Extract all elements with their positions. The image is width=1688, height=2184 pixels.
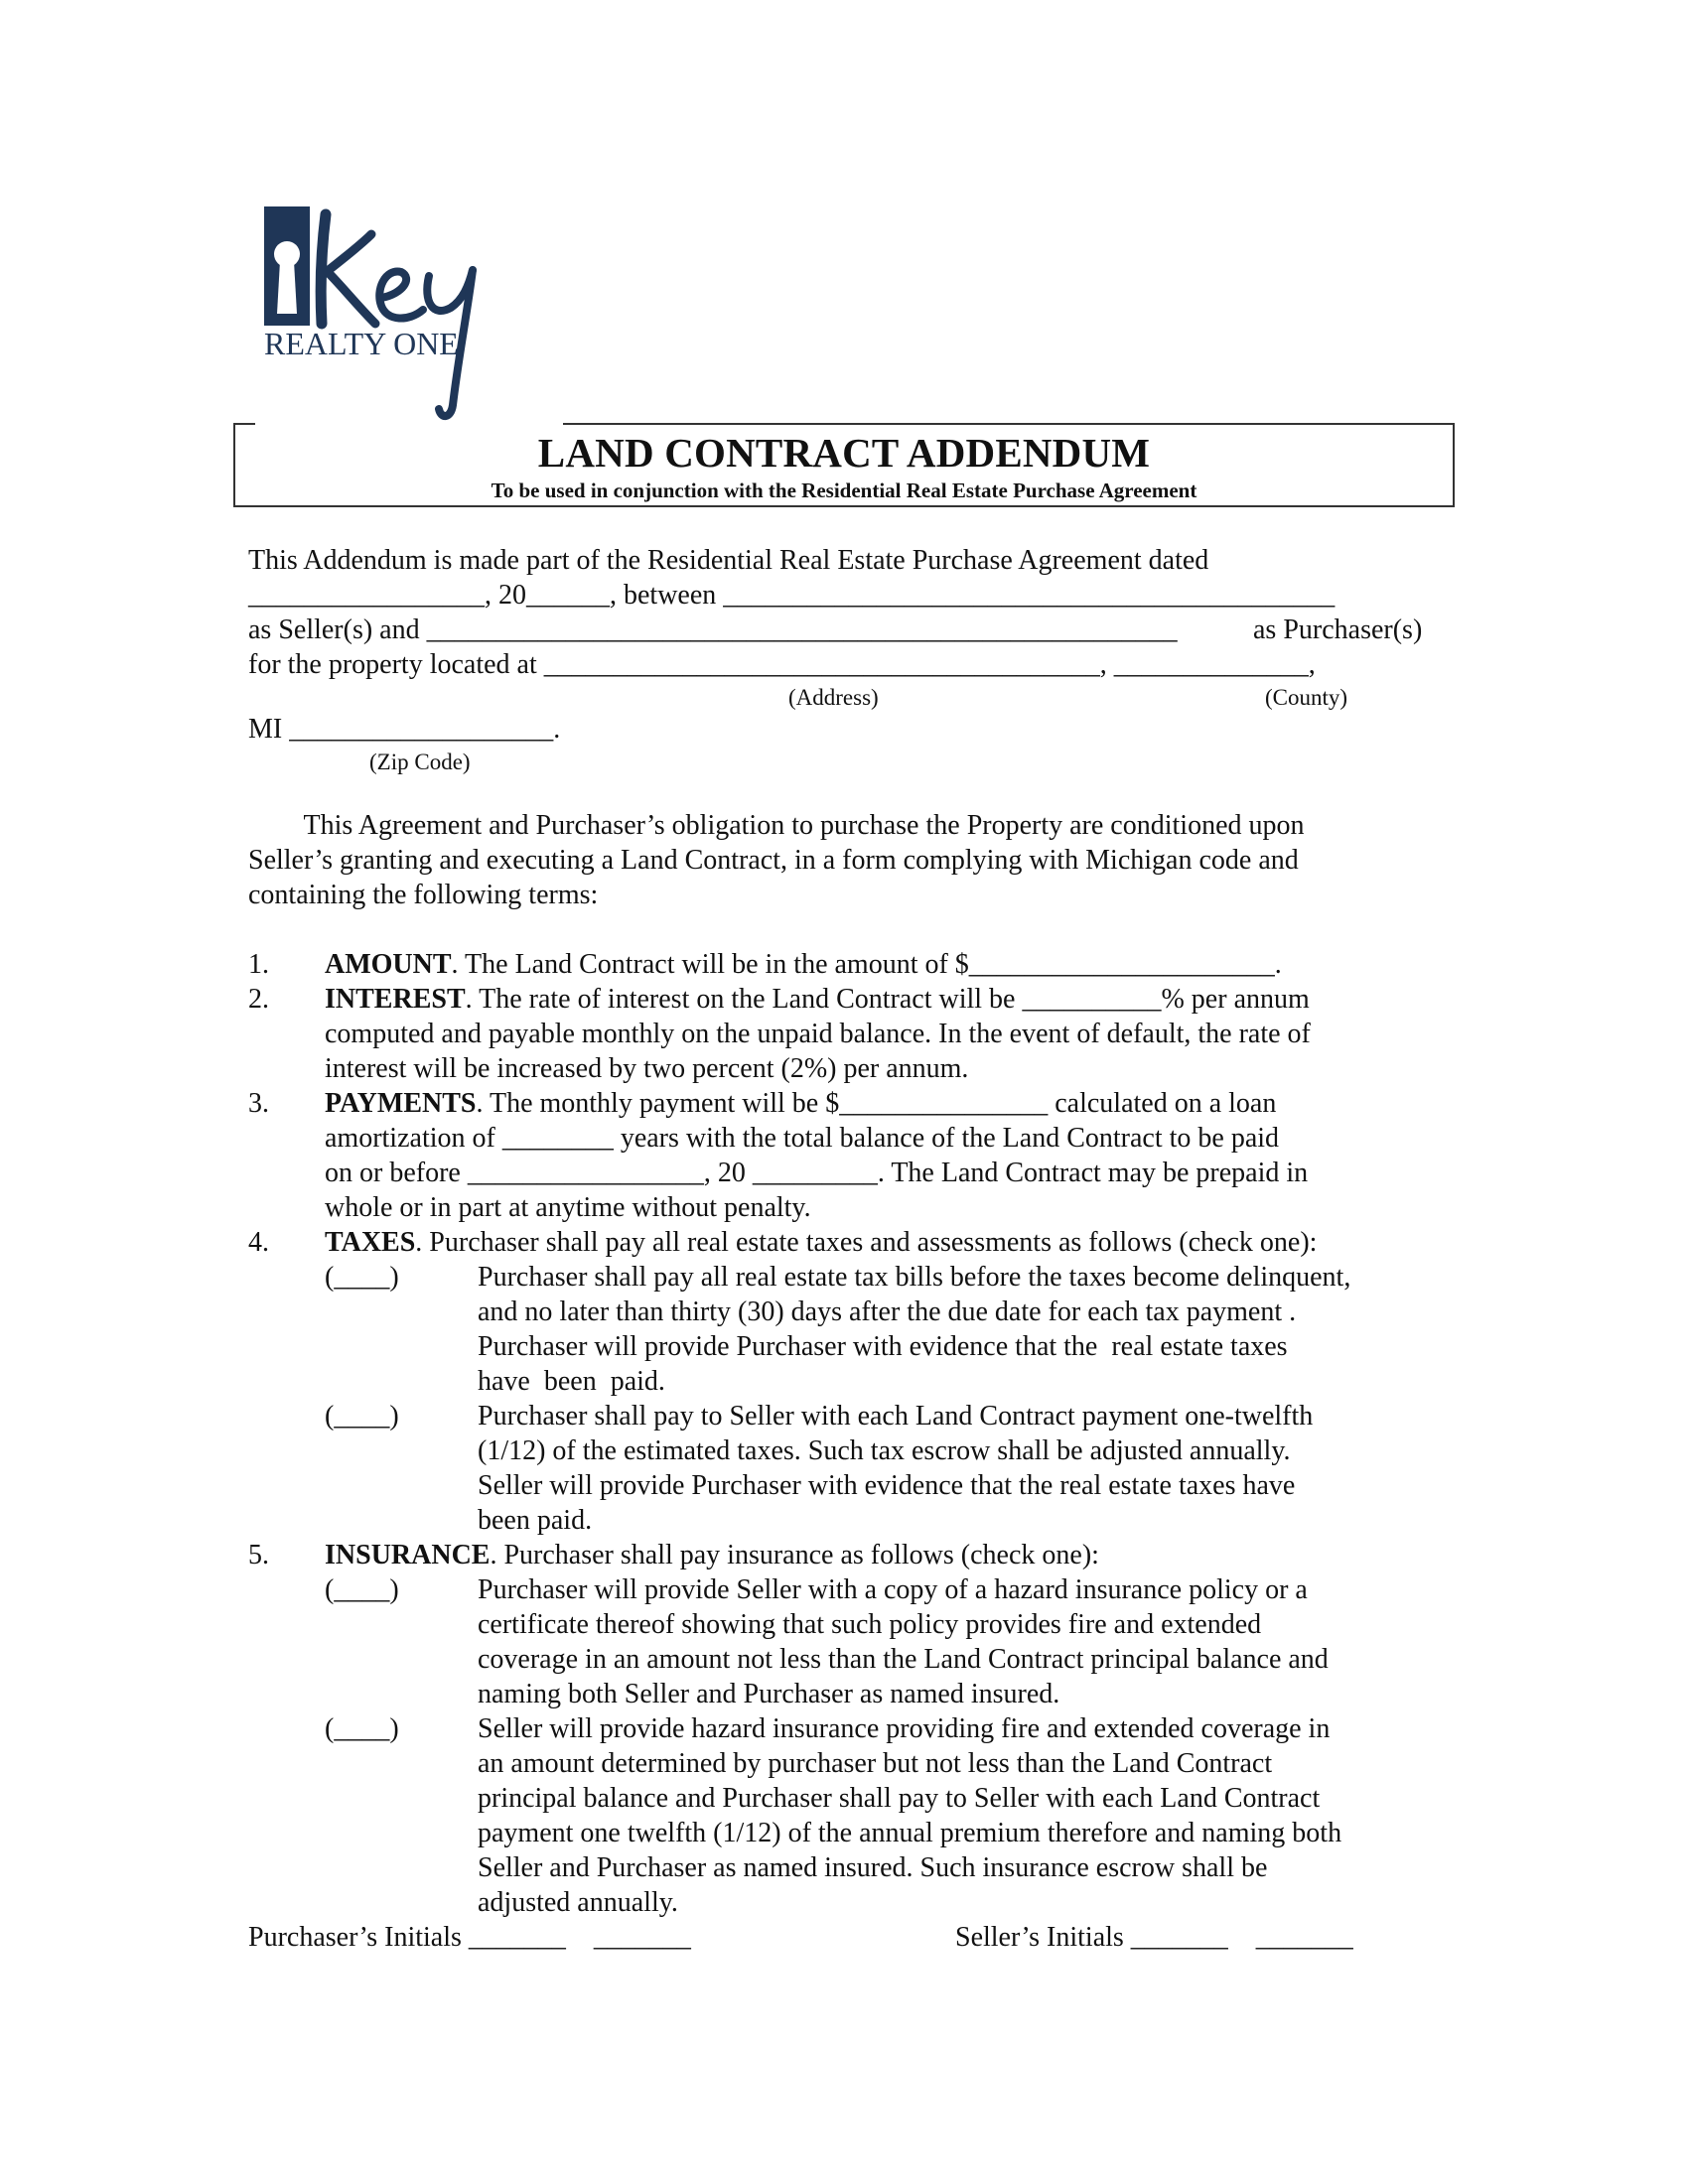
amount-line[interactable] [325, 948, 1282, 982]
tax-option-b-line-1: Purchaser shall pay to Seller with each Land Contract payment one-twelfth [478, 1401, 1314, 1432]
insurance-option-b-line-4: payment one twelfth (1/12) of the annual premium therefore and naming both [478, 1818, 1342, 1848]
page-subtitle: To be used in conjunction with the Residential Real Estate Purchase Agreement [491, 478, 1197, 502]
seller-initials[interactable]: Seller’s Initials _______ _______ [955, 1922, 1353, 1953]
insurance-option-a-line-2: certificate thereof showing that such policy provides fire and extended [478, 1609, 1262, 1640]
tax-option-a-line-4: have been paid. [478, 1366, 665, 1397]
intro-seller-line[interactable]: as Seller(s) and ______________________________________________________ [248, 614, 1178, 645]
intro-purchaser-label: as Purchaser(s) [1253, 614, 1423, 645]
tax-option-a-line-3: Purchaser will provide Purchaser with evidence that the real estate taxes [478, 1331, 1288, 1362]
amount-text: . The Land Contract will be in the amount of $______________________. [451, 949, 1282, 980]
insurance-option-a-line-4: naming both Seller and Purchaser as named insured. [478, 1679, 1060, 1709]
paragraph-line-2: Seller’s granting and executing a Land Contract, in a form complying with Michigan code and [248, 845, 1299, 876]
tax-option-a-checkbox[interactable]: (____) [325, 1262, 399, 1293]
tax-option-b-line-2: (1/12) of the estimated taxes. Such tax escrow shall be adjusted annually. [478, 1435, 1291, 1466]
intro-line-1: This Addendum is made part of the Residential Real Estate Purchase Agreement dated [248, 545, 1209, 576]
title-box-top-right-rule [563, 423, 1455, 425]
item-number-2: 2. [248, 984, 269, 1015]
paragraph-line-3: containing the following terms: [248, 880, 599, 910]
title-box-top-left-rule [233, 423, 255, 425]
page-title: LAND CONTRACT ADDENDUM [537, 430, 1151, 476]
intro-date-parties-line[interactable]: _________________, 20______, between ____________________________________________ [248, 580, 1336, 611]
insurance-option-b-line-6: adjusted annually. [478, 1887, 678, 1918]
interest-line[interactable] [325, 983, 1310, 1017]
title-box [233, 423, 1455, 507]
insurance-option-b-line-2: an amount determined by purchaser but not less than the Land Contract [478, 1748, 1273, 1779]
company-logo [264, 206, 562, 425]
tax-option-b-line-3: Seller will provide Purchaser with evidence that the real estate taxes have [478, 1470, 1296, 1501]
logo-brand-line: REALTY ONE [264, 326, 459, 361]
taxes-heading: TAXES [325, 1227, 416, 1258]
zip-caption: (Zip Code) [369, 750, 471, 774]
payments-heading: PAYMENTS [325, 1088, 477, 1119]
interest-text: . The rate of interest on the Land Contract will be __________% per annum [465, 984, 1310, 1015]
tax-option-b-checkbox[interactable]: (____) [325, 1401, 399, 1432]
insurance-option-b-line-1: Seller will provide hazard insurance providing fire and extended coverage in [478, 1713, 1331, 1744]
insurance-option-b-line-3: principal balance and Purchaser shall pay to Seller with each Land Contract [478, 1783, 1321, 1814]
insurance-line [325, 1539, 1099, 1572]
address-caption: (Address) [788, 685, 879, 710]
item-number-3: 3. [248, 1088, 269, 1119]
insurance-text: . Purchaser shall pay insurance as follows (check one): [490, 1540, 1099, 1570]
interest-heading: INTEREST [325, 984, 466, 1015]
payments-line[interactable] [325, 1087, 1276, 1121]
insurance-option-b-checkbox[interactable]: (____) [325, 1713, 399, 1744]
item-number-5: 5. [248, 1540, 269, 1570]
insurance-option-a-line-1: Purchaser will provide Seller with a copy of a hazard insurance policy or a [478, 1574, 1308, 1605]
interest-line-2: computed and payable monthly on the unpaid balance. In the event of default, the rate of [325, 1019, 1311, 1049]
insurance-option-a-line-3: coverage in an amount not less than the Land Contract principal balance and [478, 1644, 1329, 1675]
tax-option-a-line-1: Purchaser shall pay all real estate tax bills before the taxes become delinquent, [478, 1262, 1351, 1293]
taxes-text: . Purchaser shall pay all real estate taxes and assessments as follows (check one): [415, 1227, 1318, 1258]
payments-line-2[interactable]: amortization of ________ years with the total balance of the Land Contract to be paid [325, 1123, 1280, 1154]
intro-zip-line[interactable]: MI ___________________. [248, 714, 561, 745]
payments-line-3[interactable]: on or before _________________, 20 _________. The Land Contract may be prepaid in [325, 1158, 1309, 1188]
payments-text: . The monthly payment will be $_______________ calculated on a loan [476, 1088, 1277, 1119]
county-caption: (County) [1265, 685, 1348, 710]
insurance-option-b-line-5: Seller and Purchaser as named insured. Such insurance escrow shall be [478, 1852, 1268, 1883]
paragraph-line-1: This Agreement and Purchaser’s obligation to purchase the Property are conditioned upon [248, 810, 1305, 841]
amount-heading: AMOUNT [325, 949, 452, 980]
intro-property-line[interactable]: for the property located at ________________________________________, ______________, [248, 649, 1316, 680]
item-number-4: 4. [248, 1227, 269, 1258]
interest-line-3: interest will be increased by two percent (2%) per annum. [325, 1053, 969, 1084]
keyhole-icon [264, 206, 562, 425]
purchaser-initials[interactable]: Purchaser’s Initials _______ _______ [248, 1922, 691, 1953]
payments-line-4: whole or in part at anytime without penalty. [325, 1192, 811, 1223]
insurance-heading: INSURANCE [325, 1540, 491, 1570]
tax-option-b-line-4: been paid. [478, 1505, 593, 1536]
tax-option-a-line-2: and no later than thirty (30) days after the due date for each tax payment . [478, 1297, 1297, 1327]
insurance-option-a-checkbox[interactable]: (____) [325, 1574, 399, 1605]
taxes-line [325, 1226, 1317, 1260]
item-number-1: 1. [248, 949, 269, 980]
